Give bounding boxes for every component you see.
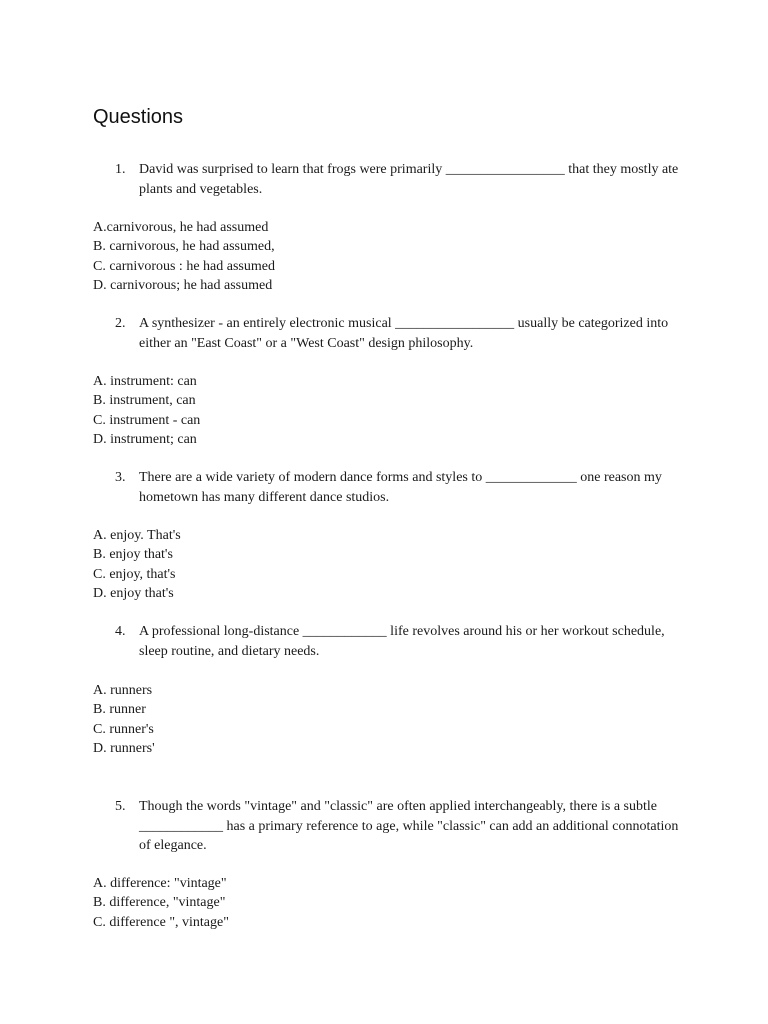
question-5 [115,797,685,856]
question-number: 2. [115,316,126,331]
question-number: 4. [115,624,126,639]
option-d: D. instrument; can [93,432,197,448]
option-d: D. enjoy that's [93,586,174,602]
question-text: David was surprised to learn that frogs were primarily _________________ that they mostly ate plants and vegetables. [139,162,679,197]
question-number: 1. [115,162,126,177]
question-2 [115,314,685,353]
question-1 [115,160,685,199]
option-a: A. runners [93,683,153,698]
options-3 [93,526,693,604]
option-b: B. difference, "vintage" [93,895,226,911]
option-a: A.carnivorous, he had assumed [93,220,269,235]
option-c: C. instrument - can [93,412,201,428]
option-c: C. difference ", vintage" [93,914,229,930]
options-5 [93,874,693,932]
question-number: 3. [115,470,126,485]
page-title: Questions [93,106,184,128]
question-4 [115,622,685,661]
question-number: 5. [115,799,126,814]
option-b: B. runner [93,702,146,718]
option-d: D. runners' [93,741,155,757]
options-4 [93,681,693,759]
options-1 [93,218,693,296]
option-c: C. enjoy, that's [93,566,176,582]
option-a: A. instrument: can [93,374,197,389]
question-text: A professional long-distance ____________ life revolves around his or her workout schedule, sleep routine, and dietary needs. [139,624,665,659]
option-c: C. runner's [93,721,154,737]
option-b: B. enjoy that's [93,547,173,563]
question-text: There are a wide variety of modern dance forms and styles to _____________ one reason my hometown has many different dance studios. [139,470,662,505]
option-a: A. enjoy. That's [93,528,181,543]
question-text: A synthesizer - an entirely electronic musical _________________ usually be categorized into either an "East Coast" or a "West Coast" design philosophy. [139,316,669,351]
options-2 [93,372,693,450]
option-a: A. difference: "vintage" [93,876,227,891]
option-c: C. carnivorous : he had assumed [93,258,275,274]
option-d: D. carnivorous; he had assumed [93,278,273,294]
option-b: B. instrument, can [93,393,196,409]
question-text: Though the words "vintage" and "classic" are often applied interchangeably, there is a subtle ____________ has a primary reference to age, while "classic" can add an additional connotation of elegance. [139,799,679,853]
question-3 [115,468,685,507]
option-b: B. carnivorous, he had assumed, [93,239,275,255]
